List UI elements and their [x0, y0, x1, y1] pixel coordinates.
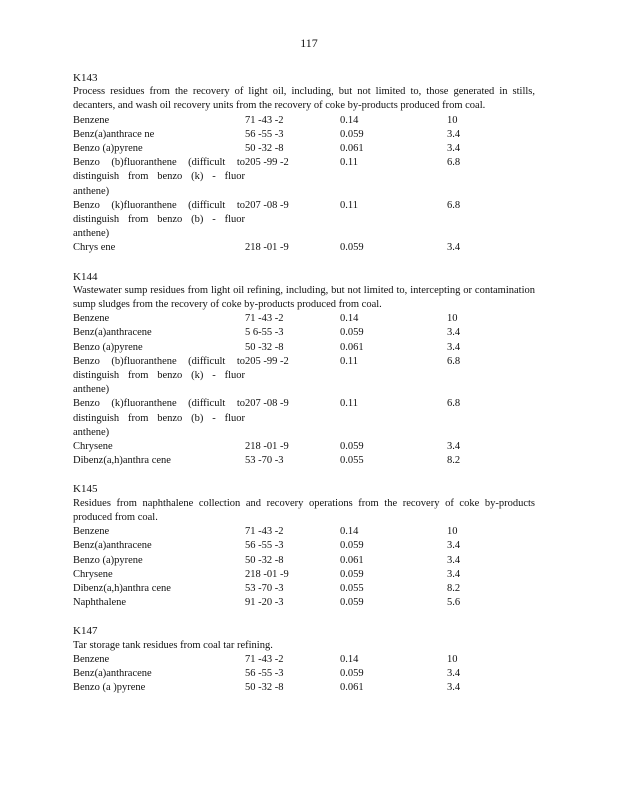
- constituent-row: [73, 440, 535, 454]
- constituent-name: Benzo (a)pyrene: [73, 341, 143, 353]
- constituent-row: [73, 568, 535, 582]
- constituent-list: [73, 525, 535, 610]
- waste-code: K145: [73, 483, 98, 496]
- constituent-name: Benzene: [73, 653, 110, 665]
- nonwastewater-standard: 6.8: [447, 199, 461, 211]
- constituent-name: Chrysene: [73, 568, 113, 580]
- nonwastewater-standard: 3.4: [447, 667, 461, 679]
- constituent-name: Dibenz(a,h)anthra cene: [73, 455, 171, 467]
- wastewater-standard: 0.059: [340, 540, 364, 552]
- constituent-row: [73, 525, 535, 539]
- constituent-name: Benzo (k)fluoranthene (difficult to distinguish from benzo (b) - fluor anthene): [73, 398, 245, 438]
- page-number: 117: [300, 36, 318, 50]
- cas-number: 71 -43 -2: [245, 313, 284, 325]
- constituent-name: Benzo (b)fluoranthene (difficult to distinguish from benzo (k) - fluor anthene): [73, 355, 245, 396]
- constituent-row: [73, 156, 535, 199]
- nonwastewater-standard: 5.6: [447, 597, 461, 609]
- constituent-row: [73, 341, 535, 355]
- nonwastewater-standard: 8.2: [447, 582, 461, 594]
- cas-number: 50 -32 -8: [245, 554, 284, 566]
- cas-number: 56 -55 -3: [245, 667, 284, 679]
- nonwastewater-standard: 3.4: [447, 568, 461, 580]
- wastewater-standard: 0.11: [340, 157, 358, 169]
- constituent-name: Naphthalene: [73, 597, 127, 609]
- nonwastewater-standard: 8.2: [447, 455, 461, 467]
- waste-description: Tar storage tank residues from coal tar refining.: [73, 639, 273, 651]
- constituent-name: Dibenz(a,h)anthra cene: [73, 582, 171, 594]
- constituent-name: Benzene: [73, 114, 110, 126]
- nonwastewater-standard: 3.4: [447, 341, 461, 353]
- cas-number: 218 -01 -9: [245, 242, 289, 254]
- nonwastewater-standard: 3.4: [447, 540, 461, 552]
- waste-description: Wastewater sump residues from light oil refining, including, but not limited to, intercepting or contamination sump sludges from the recovery of coke by-products produced from coal.: [73, 284, 535, 311]
- constituent-row: [73, 312, 535, 326]
- cas-number: 207 -08 -9: [245, 199, 289, 211]
- wastewater-standard: 0.11: [340, 398, 358, 410]
- wastewater-standard: 0.061: [340, 341, 364, 353]
- wastewater-standard: 0.14: [340, 114, 359, 126]
- wastewater-standard: 0.061: [340, 682, 364, 694]
- wastewater-standard: 0.061: [340, 143, 364, 155]
- constituent-row: [73, 667, 535, 681]
- cas-number: 91 -20 -3: [245, 597, 284, 609]
- cas-number: 218 -01 -9: [245, 568, 289, 580]
- constituent-name: Benzene: [73, 313, 110, 325]
- cas-number: 207 -08 -9: [245, 398, 289, 410]
- nonwastewater-standard: 10: [447, 313, 458, 325]
- constituent-row: [73, 128, 535, 142]
- wastewater-standard: 0.059: [340, 441, 364, 453]
- wastewater-standard: 0.14: [340, 653, 359, 665]
- cas-number: 205 -99 -2: [245, 157, 289, 169]
- nonwastewater-standard: 3.4: [447, 327, 461, 339]
- cas-number: 71 -43 -2: [245, 526, 284, 538]
- wastewater-standard: 0.14: [340, 313, 359, 325]
- constituent-name: Benzo (k)fluoranthene (difficult to distinguish from benzo (b) - fluor anthene): [73, 199, 245, 240]
- nonwastewater-standard: 3.4: [447, 128, 461, 140]
- constituent-name: Benz(a)anthracene: [73, 540, 152, 552]
- cas-number: 53 -70 -3: [245, 455, 284, 467]
- constituent-name: Benz(a)anthrace ne: [73, 128, 155, 140]
- waste-section: [73, 270, 535, 469]
- wastewater-standard: 0.059: [340, 568, 364, 580]
- waste-code: K143: [73, 72, 98, 84]
- constituent-row: [73, 653, 535, 667]
- nonwastewater-standard: 10: [447, 526, 458, 538]
- constituent-name: Benzo (b)fluoranthene (difficult to distinguish from benzo (k) - fluor anthene): [73, 157, 245, 197]
- wastewater-standard: 0.059: [340, 242, 364, 254]
- wastewater-standard: 0.059: [340, 128, 364, 140]
- waste-code: K147: [73, 625, 98, 638]
- waste-section: [73, 482, 535, 610]
- cas-number: 205 -99 -2: [245, 355, 289, 367]
- constituent-list: [73, 114, 535, 256]
- wastewater-standard: 0.059: [340, 597, 364, 609]
- constituent-name: Chrysene: [73, 441, 113, 453]
- constituent-row: [73, 554, 535, 568]
- nonwastewater-standard: 10: [447, 653, 458, 665]
- constituent-row: [73, 681, 535, 695]
- wastewater-standard: 0.059: [340, 327, 364, 339]
- constituent-row: [73, 582, 535, 596]
- wastewater-standard: 0.14: [340, 526, 359, 538]
- constituent-name: Benzo (a )pyrene: [73, 682, 146, 694]
- waste-description: Residues from naphthalene collection and recovery operations from the recovery of coke by-products produced from coal.: [73, 497, 535, 523]
- constituent-name: Benz(a)anthracene: [73, 327, 152, 339]
- cas-number: 56 -55 -3: [245, 128, 284, 140]
- wastewater-standard: 0.055: [340, 582, 364, 594]
- constituent-name: Benzo (a)pyrene: [73, 143, 143, 155]
- constituent-row: [73, 454, 535, 468]
- nonwastewater-standard: 3.4: [447, 682, 461, 694]
- waste-section: [73, 71, 535, 256]
- waste-section: [73, 624, 535, 695]
- constituent-row: [73, 539, 535, 553]
- nonwastewater-standard: 3.4: [447, 554, 461, 566]
- cas-number: 5 6-55 -3: [245, 327, 284, 339]
- cas-number: 53 -70 -3: [245, 582, 284, 594]
- cas-number: 218 -01 -9: [245, 441, 289, 453]
- constituent-row: [73, 114, 535, 128]
- waste-description: Process residues from the recovery of light oil, including, but not limited to, those generated in stills, decanters, and wash oil recovery units from the recovery of coke by-products produced from coal.: [73, 86, 535, 112]
- constituent-row: [73, 397, 535, 440]
- constituent-row: [73, 142, 535, 156]
- constituent-row: [73, 326, 535, 340]
- cas-number: 71 -43 -2: [245, 114, 284, 126]
- wastewater-standard: 0.11: [340, 199, 358, 211]
- cas-number: 56 -55 -3: [245, 540, 284, 552]
- wastewater-standard: 0.061: [340, 554, 364, 566]
- cas-number: 71 -43 -2: [245, 653, 284, 665]
- nonwastewater-standard: 10: [447, 114, 458, 126]
- nonwastewater-standard: 6.8: [447, 398, 461, 410]
- constituent-name: Benzo (a)pyrene: [73, 554, 143, 566]
- constituent-name: Benz(a)anthracene: [73, 667, 152, 679]
- constituent-list: [73, 653, 535, 696]
- constituent-row: [73, 241, 535, 255]
- constituent-name: Chrys ene: [73, 242, 116, 254]
- nonwastewater-standard: 3.4: [447, 242, 461, 254]
- constituent-name: Benzene: [73, 526, 110, 538]
- constituent-row: [73, 596, 535, 610]
- wastewater-standard: 0.055: [340, 455, 364, 467]
- constituent-row: [73, 355, 535, 398]
- constituent-list: [73, 312, 535, 468]
- nonwastewater-standard: 6.8: [447, 355, 461, 367]
- constituent-row: [73, 199, 535, 242]
- wastewater-standard: 0.11: [340, 355, 358, 367]
- nonwastewater-standard: 6.8: [447, 157, 461, 169]
- cas-number: 50 -32 -8: [245, 341, 284, 353]
- document-body: [73, 71, 535, 709]
- nonwastewater-standard: 3.4: [447, 143, 461, 155]
- nonwastewater-standard: 3.4: [447, 441, 461, 453]
- wastewater-standard: 0.059: [340, 667, 364, 679]
- waste-code: K144: [73, 270, 98, 283]
- cas-number: 50 -32 -8: [245, 682, 284, 694]
- cas-number: 50 -32 -8: [245, 143, 284, 155]
